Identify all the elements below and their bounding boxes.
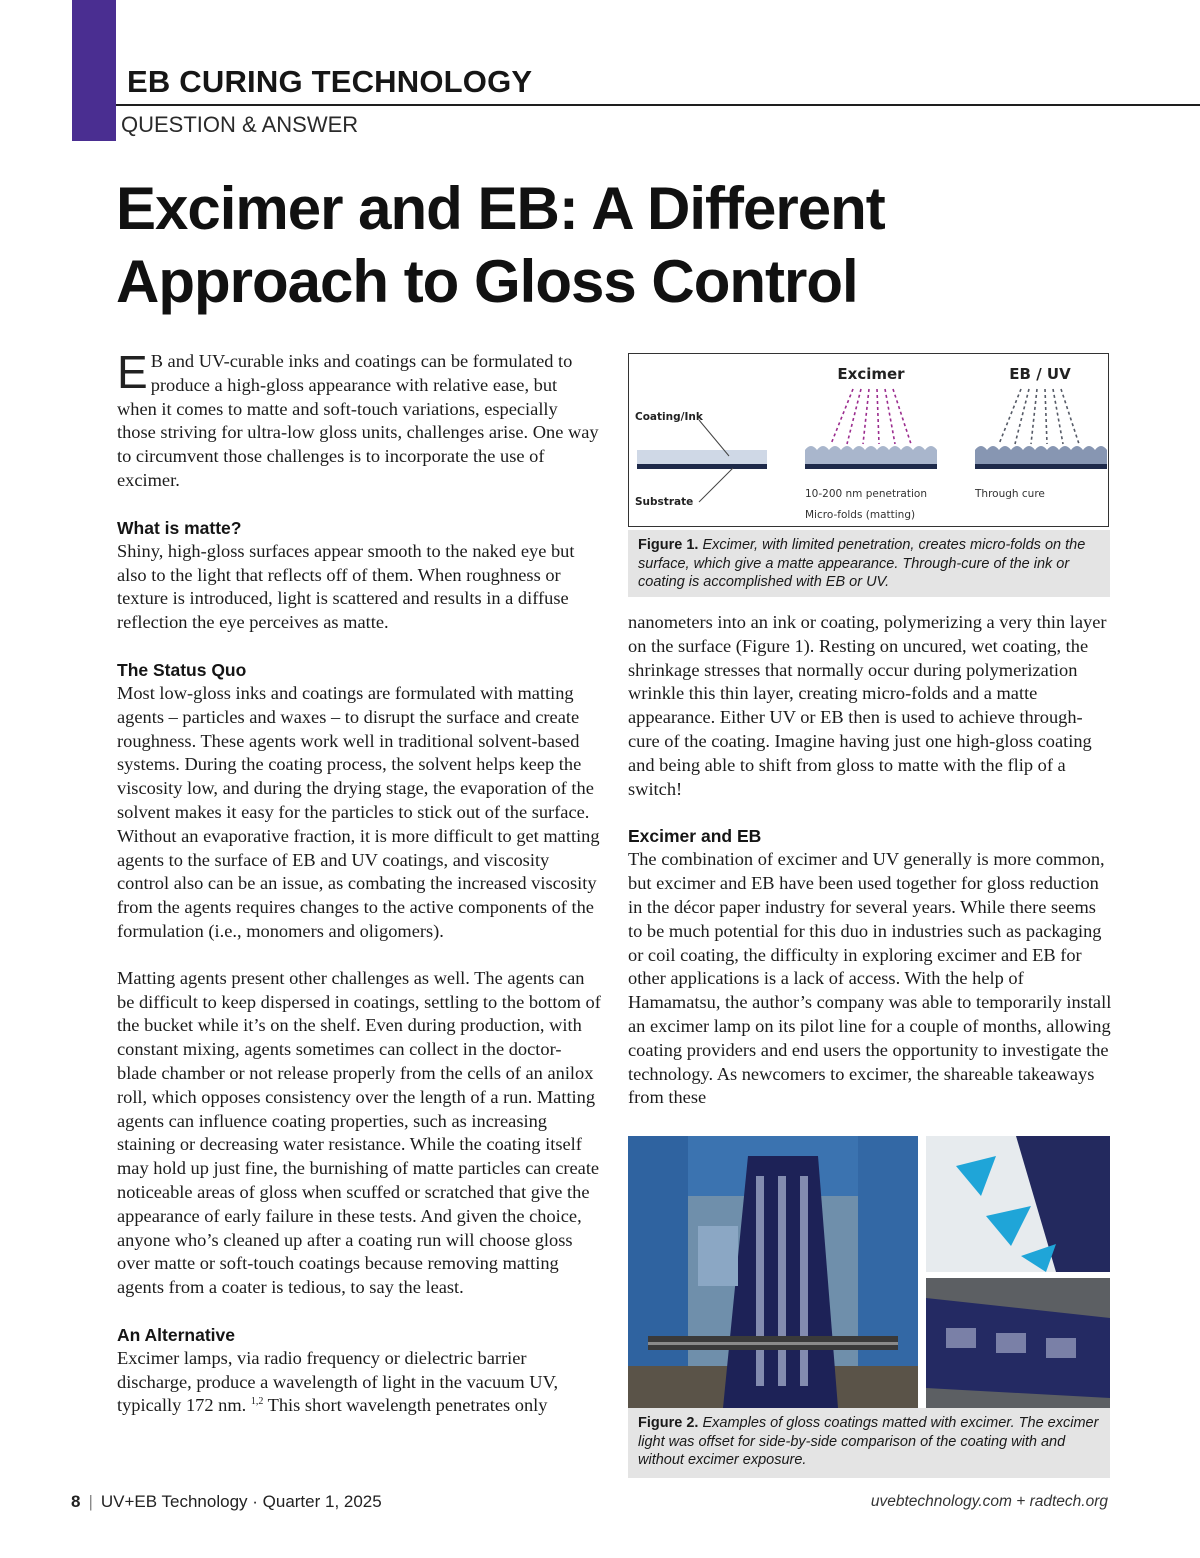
matting-agents-paragraph: Matting agents present other challenges as well. The agents can be difficult to keep dispersed in coatings, settling to the bottom of the bucket while it’s on the shelf. Even during production, with constant mixing, agents sometimes can collect in the doctor-blade chamber or not release properly from the cells of an anilox roll, which opposes consistency over the length of a run. Matting agents can influence coating properties, such as increasing staining or decreasing water resistance. While the coating itself may hold up just fine, the burnishing of matte particles can create noticeable areas of gloss when scuffed or scratched that give the appearance of early failure in these tests. And given the choice, anyone who’s cleaned up after a coating run will choose gloss over matte or soft-touch coatings because removing matting agents from a coater is tedious, to say the least. (117, 967, 601, 1298)
article-title-line1: Excimer and EB: A Different (116, 175, 885, 242)
label-substrate: Substrate (635, 496, 694, 508)
excimer-eb-paragraph: The combination of excimer and UV generally is more common, but excimer and EB have been used together for gloss reduction in the décor paper industry for several years. While there seems to be much potential for this duo in industries such as packaging or coil coating, the difficulty in exploring excimer and EB for other applications is a lack of access. With the help of Hamamatsu, the author’s company was able to temporarily install an excimer lamp on its pilot line for a couple of months, allowing coating providers and end users the opportunity to investigate the technology. As newcomers to excimer, the shareable takeaways from these (628, 849, 1112, 1108)
figure1-svg (629, 354, 1109, 526)
section-accent-bar (72, 0, 116, 141)
label-microfolds: Micro-folds (matting) (805, 509, 916, 521)
figure2-photo-main (628, 1136, 918, 1408)
section-subtitle: QUESTION & ANSWER (121, 112, 359, 137)
excimer-rays (831, 389, 911, 444)
label-excimer: Excimer (837, 365, 905, 383)
article-title-line2: Approach to Gloss Control (116, 248, 858, 315)
figure1-caption-label: Figure 1. (638, 537, 699, 553)
heading-alternative: An Alternative (117, 1324, 235, 1345)
continued-paragraph: nanometers into an ink or coating, polymerizing a very thin layer on the surface (Figure 1). Resting on uncured, wet coating, the shrinkage stresses that normally occur during polymerization wrinkle this thin layer, creating micro-folds and a matte appearance. Either UV or EB then is used to achieve through-cure of the coating. Imagine having just one high-gloss coating and being able to shift from gloss to matte with the flip of a switch! (628, 612, 1107, 799)
footer-websites: uvebtechnology.com + radtech.org (870, 1493, 1108, 1510)
publication-name: UV+EB Technology · Quarter 1, 2025 (100, 1492, 382, 1511)
heading-status-quo: The Status Quo (117, 659, 247, 680)
label-ebuv: EB / UV (1009, 365, 1071, 383)
ebuv-rays (999, 389, 1079, 444)
figure1-caption (628, 530, 1110, 597)
label-coating: Coating/Ink (635, 411, 703, 423)
figure2-caption-label: Figure 2. (638, 1415, 699, 1431)
alternative-tail: This short wavelength penetrates only (263, 1395, 548, 1416)
figure2-photo-top-right (926, 1136, 1110, 1272)
heading-what-is-matte: What is matte? (117, 517, 242, 538)
intro-text: B and UV-curable inks and coatings can be formulated to produce a high-gloss appearance with relative ease, but when it comes to matte and soft-touch variations, especially those striving for ultra-low gloss units, challenges arise. One way to circumvent those challenges is to incorporate the use of excimer. (117, 351, 599, 490)
status-quo-paragraph: Most low-gloss inks and coatings are formulated with matting agents – particles and waxes – to disrupt the surface and create roughness. These agents work well in traditional solvent-based systems. During the coating process, the solvent helps keep the viscosity low, and during the drying stage, the evaporation of the solvent makes it easy for the particles to stick out of the surface. Without an evaporative fraction, it is more difficult to get matting agents to the surface of EB and UV coatings, and viscosity control also can be an issue, as combating the increased viscosity from the agents requires changes to the active components of the formulation (i.e., monomers and oligomers). (117, 682, 600, 941)
figure2-caption-text: Examples of gloss coatings matted with excimer. The excimer light was offset for side-by-side comparison of the coating with and without excimer exposure. (638, 1415, 1099, 1468)
header-rule (116, 104, 1200, 106)
figure2-photo-bottom-right (926, 1278, 1110, 1408)
figure1-diagram (628, 353, 1109, 527)
page-number: 8 (71, 1492, 81, 1511)
section-title: EB CURING TECHNOLOGY (127, 64, 533, 99)
heading-excimer-and-eb: Excimer and EB (628, 826, 762, 847)
matte-paragraph: Shiny, high-gloss surfaces appear smooth to the naked eye but also to the light that reflects off of them. When roughness or texture is introduced, light is scattered and results in a diffuse reflection the eye perceives as matte. (117, 540, 575, 633)
drop-cap: E (117, 346, 148, 398)
alternative-text: Excimer lamps, via radio frequency or dielectric barrier discharge, produce a wavelength of light in the vacuum UV, typically 172 nm. (117, 1347, 559, 1416)
left-column (117, 346, 601, 1418)
label-penetration: 10-200 nm penetration (805, 488, 927, 500)
right-column (628, 611, 1114, 1110)
citation-superscript: 1,2 (250, 1396, 264, 1408)
figure1-caption-text: Excimer, with limited penetration, creates micro-folds on the surface, which give a matte appearance. Through-cure of the ink or coating is accomplished with EB or UV. (638, 537, 1086, 590)
alternative-paragraph (117, 1347, 601, 1418)
label-throughcure: Through cure (975, 488, 1045, 500)
intro-paragraph (117, 346, 601, 493)
figure2-caption (628, 1408, 1110, 1478)
article-title (116, 172, 1116, 318)
footer-left: 8 | UV+EB Technology · Quarter 1, 2025 (71, 1492, 382, 1511)
